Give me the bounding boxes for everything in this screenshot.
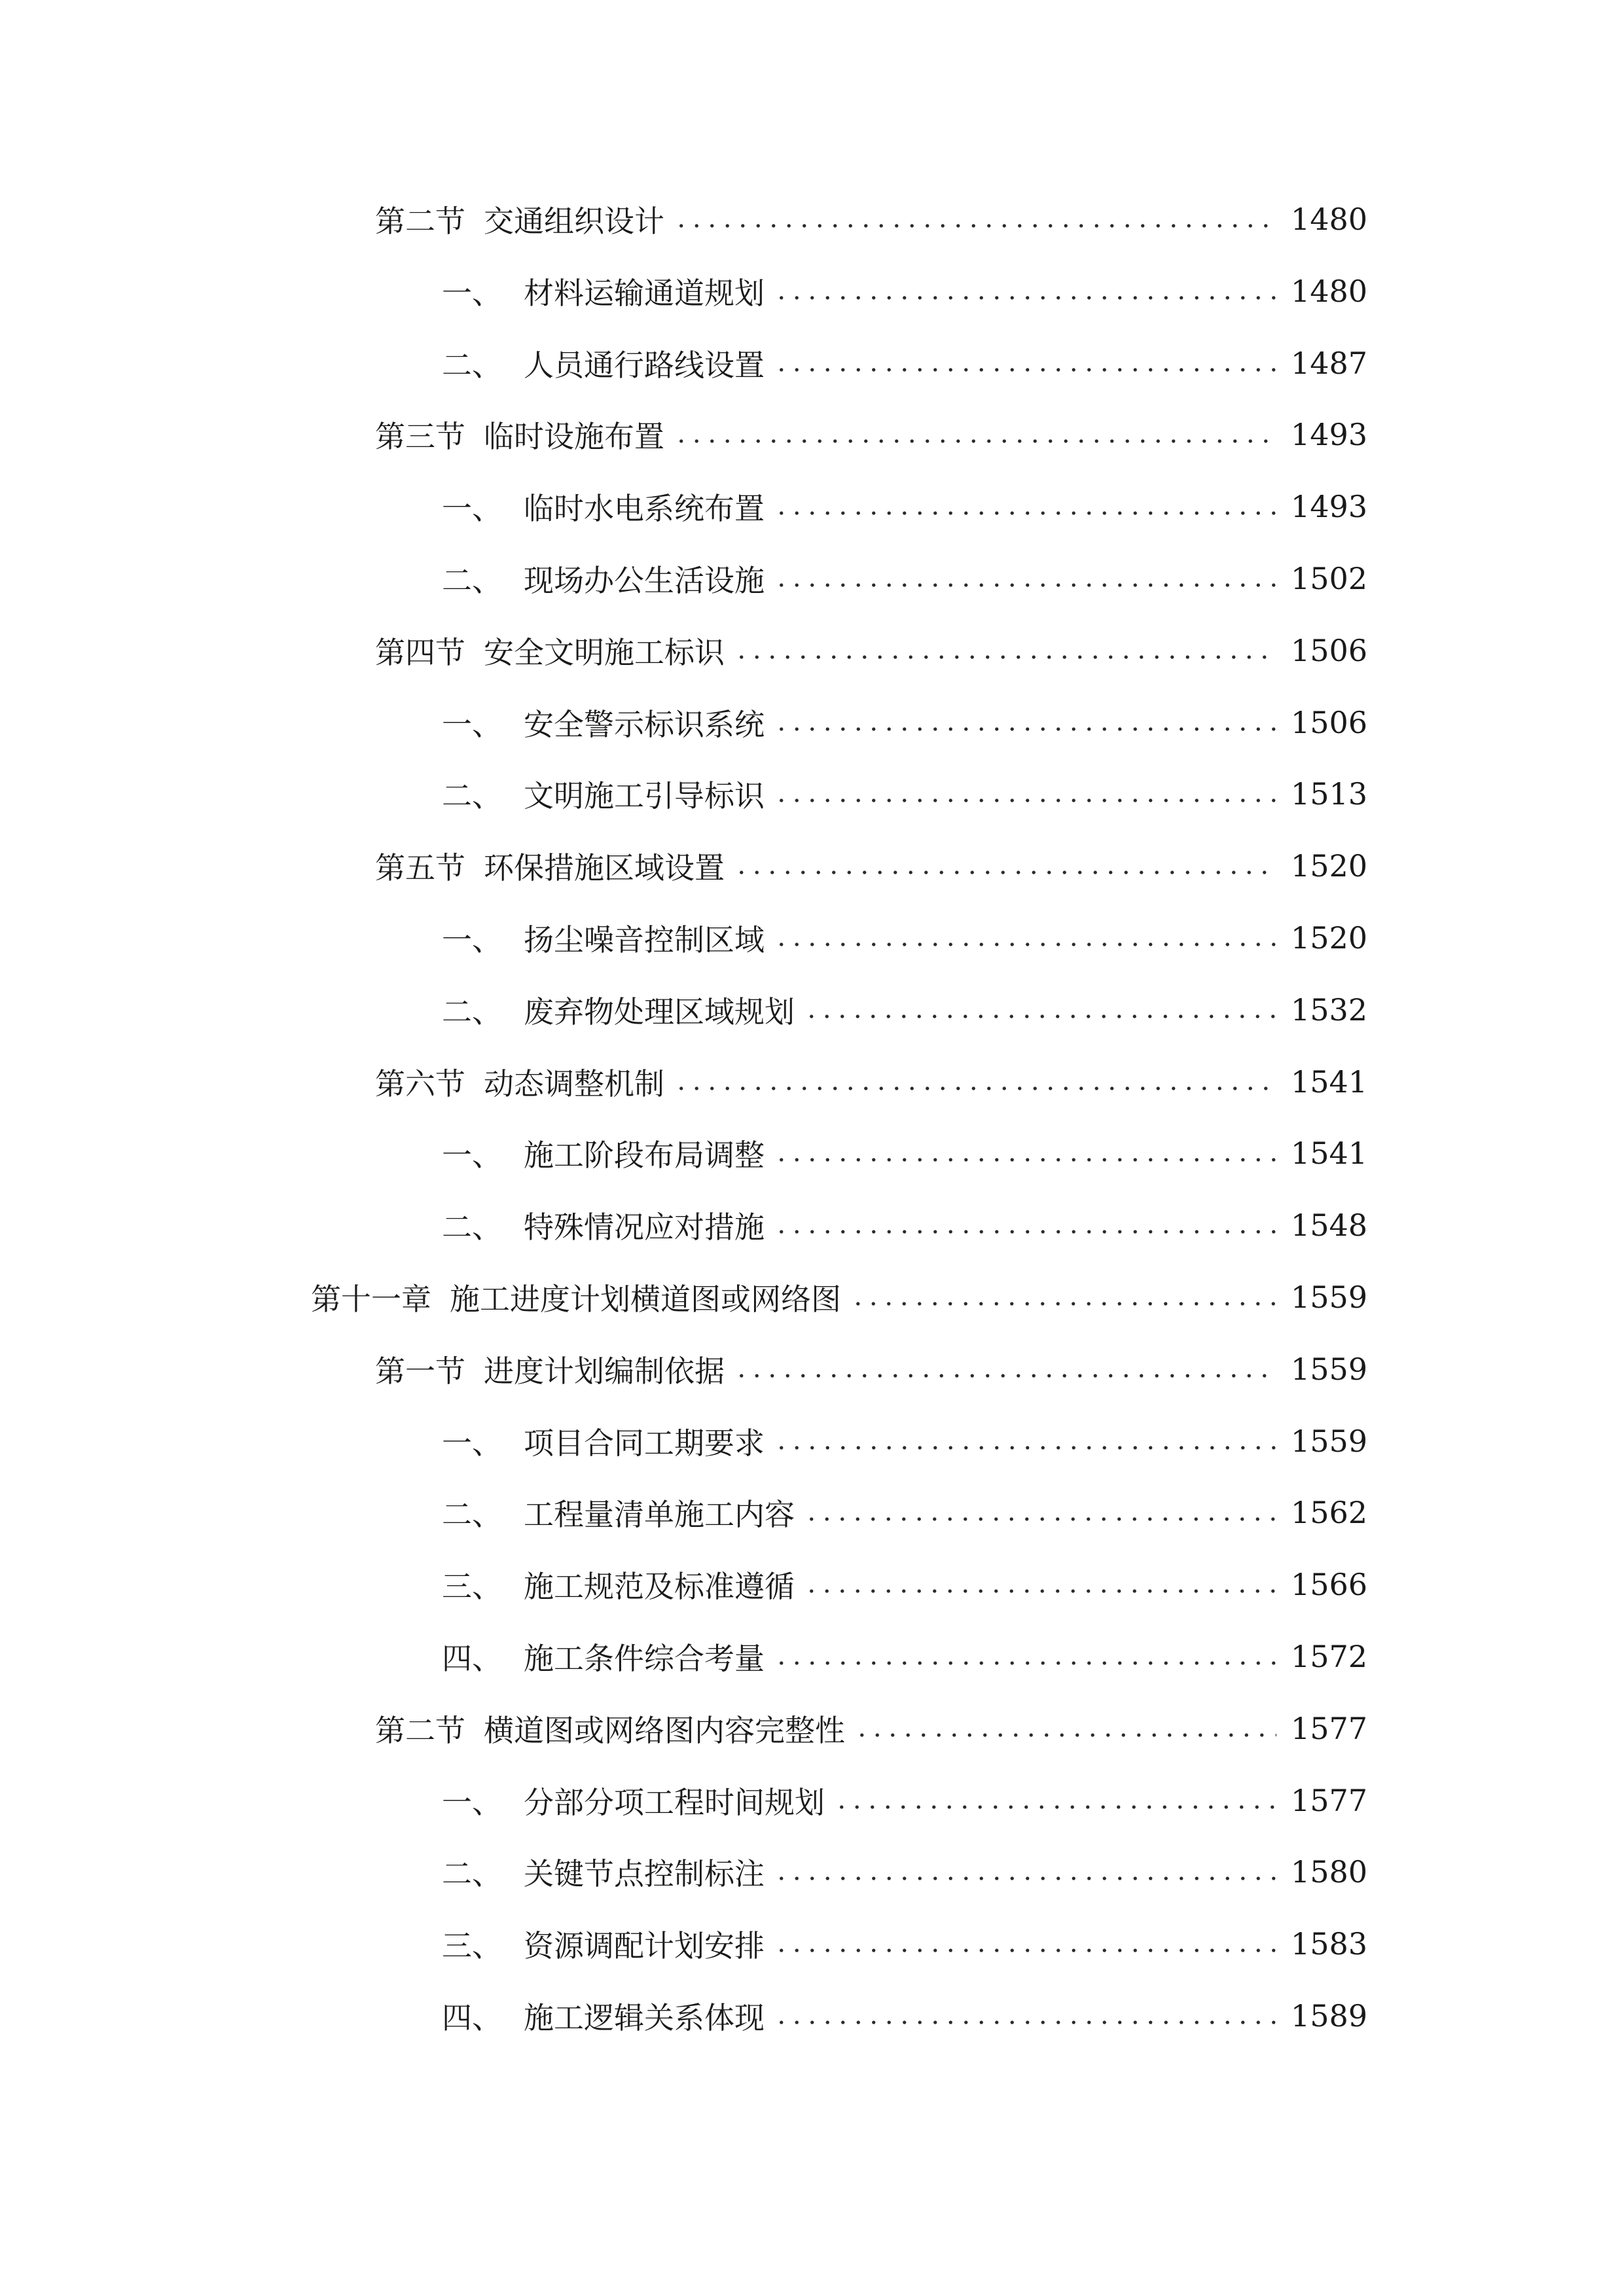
toc-entry-page-number: 1548: [1290, 1208, 1367, 1244]
dot-leader: [774, 923, 1276, 953]
toc-entry-page-number: 1513: [1290, 776, 1367, 812]
toc-entry[interactable]: [375, 840, 1367, 892]
dot-leader: [774, 1929, 1276, 1959]
toc-entry-number: 一、: [442, 1138, 502, 1174]
toc-entry-page-number: 1506: [1290, 704, 1367, 740]
toc-entry-page-number: 1520: [1290, 848, 1367, 884]
toc-entry[interactable]: [442, 912, 1367, 964]
toc-entry-number: 一、: [442, 1784, 502, 1820]
toc-entry-page-number: 1566: [1290, 1567, 1367, 1603]
toc-entry-title: 安全文明施工标识: [484, 634, 725, 670]
toc-entry-page-number: 1559: [1290, 1423, 1367, 1459]
toc-entry[interactable]: [375, 624, 1367, 677]
toc-entry-page-number: 1493: [1290, 417, 1367, 453]
toc-entry-page-number: 1577: [1290, 1710, 1367, 1746]
toc-entry-page-number: 1502: [1290, 561, 1367, 596]
toc-entry-number: 一、: [442, 1425, 502, 1461]
toc-entry-number: 二、: [442, 1497, 502, 1533]
toc-entry-page-number: 1532: [1290, 992, 1367, 1028]
toc-entry-title: 关键节点控制标注: [524, 1856, 765, 1892]
toc-entry[interactable]: [442, 1918, 1367, 1970]
toc-entry[interactable]: [375, 1343, 1367, 1395]
toc-entry-number: 第二节: [375, 1712, 465, 1748]
dot-leader: [774, 276, 1276, 306]
toc-entry-page-number: 1480: [1290, 273, 1367, 309]
toc-entry-title: 人员通行路线设置: [524, 347, 765, 383]
toc-entry[interactable]: [442, 1630, 1367, 1683]
toc-entry-title: 环保措施区域设置: [484, 850, 725, 886]
toc-entry-number: 第二节: [375, 204, 465, 239]
toc-entry[interactable]: [375, 408, 1367, 461]
toc-entry-number: 第十一章: [311, 1282, 431, 1317]
toc-entry-title: 施工进度计划横道图或网络图: [450, 1282, 841, 1317]
dot-leader: [804, 1570, 1276, 1600]
toc-entry[interactable]: [442, 696, 1367, 749]
toc-entry-title: 临时水电系统布置: [524, 491, 765, 527]
toc-entry-title: 横道图或网络图内容完整性: [484, 1712, 845, 1748]
toc-entry-page-number: 1493: [1290, 489, 1367, 525]
dot-leader: [774, 1857, 1276, 1887]
toc-entry-page-number: 1559: [1290, 1351, 1367, 1387]
toc-entry[interactable]: [442, 1990, 1367, 2042]
toc-entry-page-number: 1559: [1290, 1280, 1367, 1315]
toc-entry-page-number: 1480: [1290, 202, 1367, 237]
toc-entry-title: 进度计划编制依据: [484, 1353, 725, 1389]
toc-entry-title: 特殊情况应对措施: [524, 1210, 765, 1246]
toc-entry[interactable]: [442, 552, 1367, 605]
dot-leader: [774, 1210, 1276, 1240]
toc-entry-page-number: 1583: [1290, 1926, 1367, 1962]
toc-entry-title: 资源调配计划安排: [524, 1928, 765, 1964]
dot-leader: [850, 1282, 1276, 1312]
toc-entry-title: 废弃物处理区域规划: [524, 994, 795, 1030]
toc-entry-number: 第一节: [375, 1353, 465, 1389]
toc-entry-title: 临时设施布置: [484, 419, 664, 455]
dot-leader: [774, 564, 1276, 594]
dot-leader: [854, 1713, 1276, 1744]
toc-entry[interactable]: [442, 768, 1367, 820]
toc-entry-title: 现场办公生活设施: [524, 563, 765, 598]
toc-entry-number: 一、: [442, 706, 502, 742]
dot-leader: [774, 1426, 1276, 1456]
toc-entry-number: 二、: [442, 1856, 502, 1892]
dot-leader: [774, 779, 1276, 809]
dot-leader: [834, 1785, 1276, 1816]
toc-entry-title: 施工规范及标准遵循: [524, 1569, 795, 1605]
toc-entry-number: 二、: [442, 1210, 502, 1246]
toc-entry-page-number: 1589: [1290, 1998, 1367, 2034]
toc-entry-number: 三、: [442, 1569, 502, 1605]
toc-entry-title: 文明施工引导标识: [524, 778, 765, 814]
toc-entry-number: 二、: [442, 778, 502, 814]
toc-entry-title: 安全警示标识系统: [524, 706, 765, 742]
dot-leader: [734, 851, 1276, 881]
toc-entry-page-number: 1562: [1290, 1495, 1367, 1531]
dot-leader: [674, 1067, 1276, 1097]
toc-entry-title: 分部分项工程时间规划: [524, 1784, 825, 1820]
dot-leader: [774, 348, 1276, 378]
toc-entry-number: 二、: [442, 347, 502, 383]
toc-entry-number: 二、: [442, 994, 502, 1030]
toc-entry[interactable]: [442, 1558, 1367, 1611]
toc-entry[interactable]: [442, 1846, 1367, 1898]
toc-entry-number: 第五节: [375, 850, 465, 886]
toc-entry-page-number: 1541: [1290, 1064, 1367, 1100]
dot-leader: [734, 1354, 1276, 1384]
toc-entry-title: 交通组织设计: [484, 204, 664, 239]
dot-leader: [674, 204, 1276, 234]
toc-entry[interactable]: [442, 1774, 1367, 1827]
toc-entry-number: 二、: [442, 563, 502, 598]
toc-entry-page-number: 1572: [1290, 1639, 1367, 1674]
toc-entry-title: 施工逻辑关系体现: [524, 2000, 765, 2036]
dot-leader: [774, 1641, 1276, 1672]
toc-entry-title: 动态调整机制: [484, 1066, 664, 1102]
toc-entry-page-number: 1577: [1290, 1782, 1367, 1818]
toc-entry-number: 第三节: [375, 419, 465, 455]
dot-leader: [774, 1138, 1276, 1168]
toc-entry-number: 第六节: [375, 1066, 465, 1102]
toc-entry[interactable]: [375, 1702, 1367, 1755]
toc-entry-number: 三、: [442, 1928, 502, 1964]
toc-entry-title: 施工阶段布局调整: [524, 1138, 765, 1174]
dot-leader: [734, 636, 1276, 666]
toc-entry-title: 扬尘噪音控制区域: [524, 922, 765, 958]
toc-entry[interactable]: [442, 1199, 1367, 1251]
toc-entry-title: 施工条件综合考量: [524, 1641, 765, 1676]
dot-leader: [774, 492, 1276, 522]
dot-leader: [674, 420, 1276, 450]
dot-leader: [804, 1498, 1276, 1528]
toc-entry-number: 四、: [442, 1641, 502, 1676]
toc-entry-number: 一、: [442, 922, 502, 958]
toc-entry-number: 一、: [442, 491, 502, 527]
toc-entry-page-number: 1520: [1290, 920, 1367, 956]
toc-entry-title: 材料运输通道规划: [524, 275, 765, 311]
toc-entry[interactable]: [442, 480, 1367, 533]
toc-entry[interactable]: [375, 1056, 1367, 1108]
toc-entry[interactable]: [442, 337, 1367, 389]
dot-leader: [774, 708, 1276, 738]
toc-entry[interactable]: [311, 1271, 1367, 1323]
toc-entry-number: 四、: [442, 2000, 502, 2036]
toc-entry[interactable]: [442, 984, 1367, 1036]
toc-entry-number: 一、: [442, 275, 502, 311]
toc-entry-number: 第四节: [375, 634, 465, 670]
toc-entry-page-number: 1506: [1290, 632, 1367, 668]
toc-entry-page-number: 1487: [1290, 345, 1367, 381]
toc-entry-page-number: 1541: [1290, 1136, 1367, 1172]
toc-entry[interactable]: [442, 265, 1367, 317]
toc-entry-title: 工程量清单施工内容: [524, 1497, 795, 1533]
toc-entry[interactable]: [375, 193, 1367, 245]
dot-leader: [804, 995, 1276, 1025]
dot-leader: [774, 2001, 1276, 2031]
toc-entry-title: 项目合同工期要求: [524, 1425, 765, 1461]
toc-entry[interactable]: [442, 1127, 1367, 1179]
toc-entry-page-number: 1580: [1290, 1854, 1367, 1890]
toc-entry[interactable]: [442, 1486, 1367, 1539]
toc-entry[interactable]: [442, 1415, 1367, 1467]
